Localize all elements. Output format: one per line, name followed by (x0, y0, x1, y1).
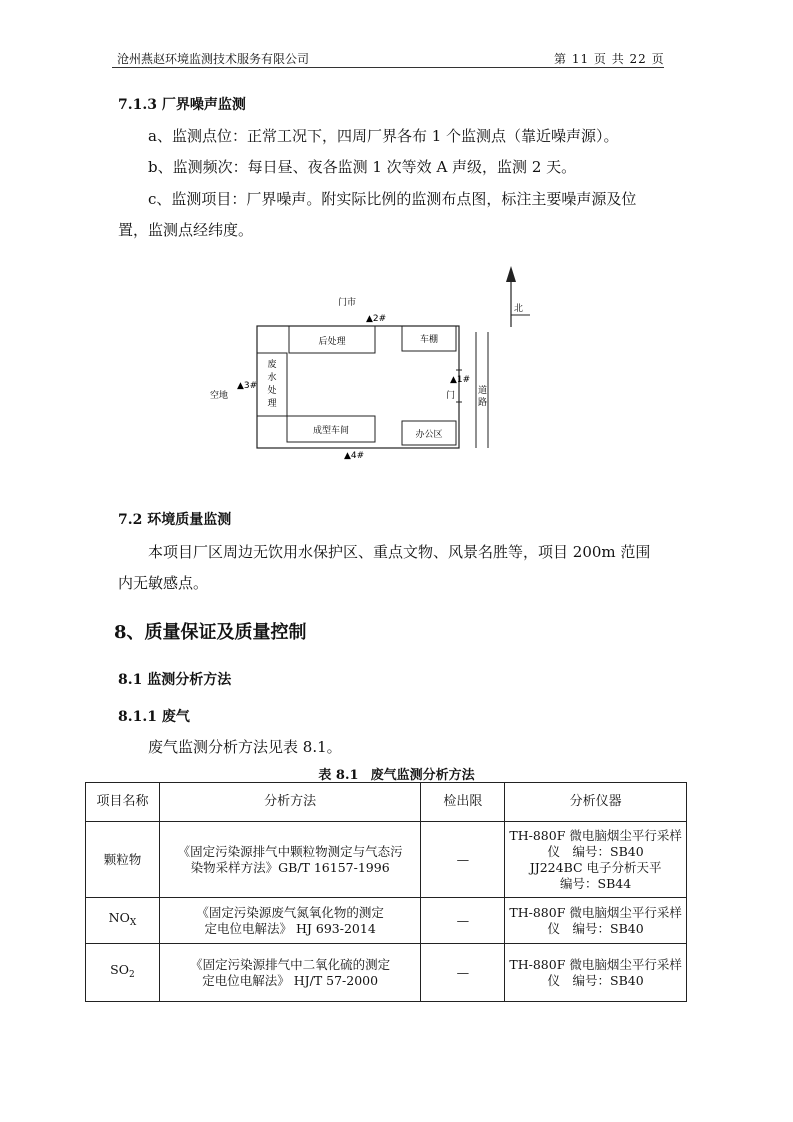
table-caption (0, 764, 793, 783)
section-8-1-1-title: 8.1.1 废气 (118, 709, 190, 725)
car-shed-label: 车棚 (419, 335, 439, 345)
table-number: 表 8.1 (318, 768, 359, 783)
table-row (86, 822, 687, 898)
noise-monitoring-site-map (200, 262, 540, 467)
limit-nox: — (421, 898, 505, 944)
environment-quality-text: 本项目厂区周边无饮用水保护区、重点文物、风景名胜等，项目 200m 范围 (148, 543, 651, 561)
header-item-name: 项目名称 (86, 783, 160, 822)
method-nox: 《固定污染源废气氮氧化物的测定 定电位电解法》 HJ 693-2014 (159, 898, 421, 944)
header-detection-limit: 检出限 (421, 783, 505, 822)
road-label: 道路 (478, 386, 488, 408)
monitoring-point-4: ▲4# (344, 451, 365, 461)
table-row (86, 898, 687, 944)
post-processing-label: 后处理 (318, 337, 346, 347)
wastewater-label: 废水处理 (267, 360, 277, 409)
header-instrument: 分析仪器 (505, 783, 687, 822)
monitoring-point-3: ▲3# (237, 381, 258, 391)
header-method: 分析方法 (159, 783, 421, 822)
shop-gate-label: 门市 (338, 298, 357, 308)
item-so2-sub: 2 (128, 970, 135, 980)
table-title: 废气监测分析方法 (370, 768, 475, 783)
monitoring-item-text: c、监测项目：厂界噪声。附实际比例的监测布点图，标注主要噪声源及位 (148, 190, 637, 208)
item-nox-sub: X (129, 918, 137, 928)
item-particulate: 颗粒物 (86, 822, 160, 898)
item-nox (86, 898, 160, 944)
table-header-row (86, 783, 687, 822)
section-7-1-3-title: 7.1.3 厂界噪声监测 (118, 97, 246, 113)
monitoring-frequency-text: b、监测频次：每日昼、夜各监测 1 次等效 A 声级，监测 2 天。 (148, 158, 577, 176)
limit-particulate: — (421, 822, 505, 898)
monitoring-point-text: a、监测点位：正常工况下，四周厂界各布 1 个监测点（靠近噪声源）。 (148, 127, 619, 145)
open-space-label: 空地 (210, 391, 229, 401)
section-8-1-title: 8.1 监测分析方法 (118, 672, 232, 688)
item-nox-main: NO (108, 910, 130, 925)
analysis-methods-table (85, 782, 687, 1002)
header-divider (112, 67, 664, 68)
exhaust-intro-text: 废气监测分析方法见表 8.1。 (148, 738, 342, 756)
section-8-title: 8、质量保证及质量控制 (114, 622, 307, 643)
north-label: 北 (514, 304, 524, 314)
monitoring-item-text-cont: 置，监测点经纬度。 (118, 221, 254, 239)
gate-label: 门 (446, 391, 456, 401)
molding-workshop-label: 成型车间 (312, 426, 350, 436)
section-7-2-title: 7.2 环境质量监测 (118, 512, 232, 528)
method-particulate: 《固定污染源排气中颗粒物测定与气态污 染物采样方法》GB/T 16157-1996 (159, 822, 421, 898)
item-so2 (86, 944, 160, 1002)
page-number: 第 11 页 共 22 页 (554, 52, 665, 66)
method-so2: 《固定污染源排气中二氧化硫的测定 定电位电解法》 HJ/T 57-2000 (159, 944, 421, 1002)
office-label: 办公区 (415, 430, 443, 440)
instrument-nox: TH-880F 微电脑烟尘平行采样 仪 编号：SB40 (505, 898, 687, 944)
environment-quality-text-cont: 内无敏感点。 (118, 574, 209, 592)
instrument-particulate: TH-880F 微电脑烟尘平行采样 仪 编号：SB40 JJ224BC 电子分析天平 编号：SB44 (505, 822, 687, 898)
instrument-so2: TH-880F 微电脑烟尘平行采样 仪 编号：SB40 (505, 944, 687, 1002)
north-arrow-icon (506, 266, 530, 327)
limit-so2: — (421, 944, 505, 1002)
table-row (86, 944, 687, 1002)
monitoring-point-1: ▲1# (450, 375, 471, 385)
company-name: 沧州燕赵环境监测技术服务有限公司 (117, 52, 310, 66)
monitoring-point-2: ▲2# (366, 314, 387, 324)
item-so2-main: SO (110, 962, 129, 977)
